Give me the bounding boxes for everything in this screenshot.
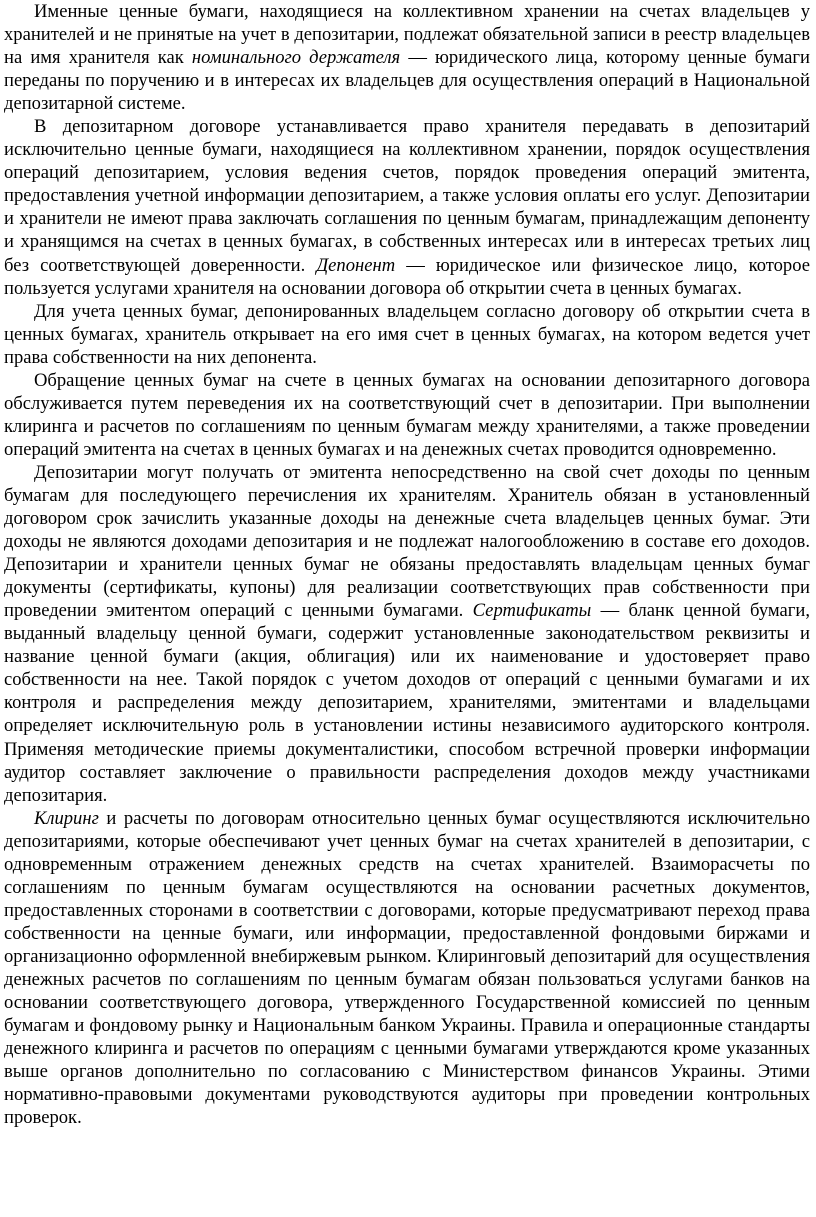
text-span: В депозитарном договоре устанавливается право хранителя передавать в депозитарий исключительно ценные бумаги, находящиеся на коллективном хранении, порядок осуществления операций депозитарием, условия ведения счетов, порядок проведения операций эмитента, предоставления учетной информации депозитарием, а также условия оплаты его услуг. Депозитарии и хранители не имеют права заключать соглашения по ценным бумагам, принадлежащим депоненту и хранящимся на счетах в ценных бумагах, в собственных интересах или в интересах третьих лиц без соответствующей доверенности. — [4, 116, 810, 276]
term-clearing: Клиринг — [34, 807, 99, 829]
text-span: — бланк ценной бумаги, выданный владельцу ценной бумаги, содержит установленные законодательством реквизиты и название ценной бумаги (акция, облигация) или их наименование и удостоверяет право собственности на нее. Такой порядок с учетом доходов от операций с ценными бумагами и их контроля и распределения между депозитарием, хранителями, эмитентами и владельцами определяет исключительную роль в установлении истины независимого аудиторского контроля. Применяя методические приемы документалистики, способом встречной проверки информации аудитор составляет заключение о правильности распределения доходов между участниками депозитария. — [4, 600, 810, 806]
text-span: Обращение ценных бумаг на счете в ценных бумагах на основании депозитарного договора обслуживается путем переведения их на соответствующий счет в депозитарии. При выполнении клиринга и расчетов по соглашениям по ценным бумагам между хранителями, а также проведении операций эмитента на счетах в ценных бумагах и на денежных счетах проводится одновременно. — [4, 369, 810, 460]
paragraph-depository-agreement — [4, 115, 810, 299]
text-span: Именные ценные бумаги, находящиеся на коллективном хранении на счетах владельцев у хранителей и не принятые на учет в депозитарии, подлежат обязательной записи в реестр владельцев на имя хранителя как — [4, 1, 810, 69]
text-span: и расчеты по договорам относительно ценных бумаг осуществляются исключительно депозитариями, которые обеспечивают учет ценных бумаг на счетах хранителей в депозитарии, с одновременным отражением денежных средств на счетах хранителей. Взаиморасчеты по соглашениям по ценным бумагам осуществляются на основании расчетных документов, предоставленных сторонами в соответствии с договорами, которые предусматривают переход права собственности на ценные бумаги, или информации, предоставленной фондовыми биржами и организационно оформленной внебиржевым рынком. Клиринговый депозитарий для осуществления денежных расчетов по соглашениям по ценным бумагам обязан пользоваться услугами банков на основании соответствующего договора, утвержденного Государственной комиссией по ценным бумагам и фондовому рынку и Национальным банком Украины. Правила и операционные стандарты денежного клиринга и расчетов по операциям с ценными бумагами утверждаются кроме указанных выше органов дополнительно по согласованию с Министерством финансов Украины. Этими нормативно-правовыми документами руководствуются аудиторы при проведении контрольных проверок. — [4, 807, 810, 1129]
paragraph-securities-account — [4, 300, 810, 369]
paragraph-circulation — [4, 369, 810, 461]
text-span: Депозитарии могут получать от эмитента непосредственно на свой счет доходы по ценным бумагам для последующего перечисления их хранителям. Хранитель обязан в установленный договором срок зачислить указанные доходы на денежные счета владельцев ценных бумаг. Эти доходы не являются доходами депозитария и не подлежат налогообложению в составе его доходов. Депозитарии и хранители ценных бумаг не обязаны предоставлять владельцам ценных бумаг документы (сертификаты, купоны) для реализации соответствующих прав собственности при проведении эмитентом операций с ценными бумагами. — [4, 461, 810, 622]
text-span: — юридического лица, которому ценные бумаги переданы по поручению и в интересах их владельцев для осуществления операций в Национальной депозитарной системе. — [4, 47, 811, 115]
term-certificates: Сертификаты — [472, 600, 592, 622]
paragraph-nominal-holder — [4, 0, 810, 115]
text-span: Для учета ценных бумаг, депонированных владельцем согласно договору об открытии счета в ценных бумагах, хранитель открывает на его имя счет в ценных бумагах, на котором ведется учет права собственности на них депонента. — [4, 300, 810, 368]
paragraph-income — [4, 461, 810, 807]
paragraph-clearing — [4, 807, 810, 1130]
term-depositor: Депонент — [316, 254, 396, 276]
text-span: — юридическое или физическое лицо, которое пользуется услугами хранителя на основании договора об открытии счета в ценных бумагах. — [4, 254, 810, 299]
term-nominal-holder: номинального держателя — [191, 47, 401, 69]
